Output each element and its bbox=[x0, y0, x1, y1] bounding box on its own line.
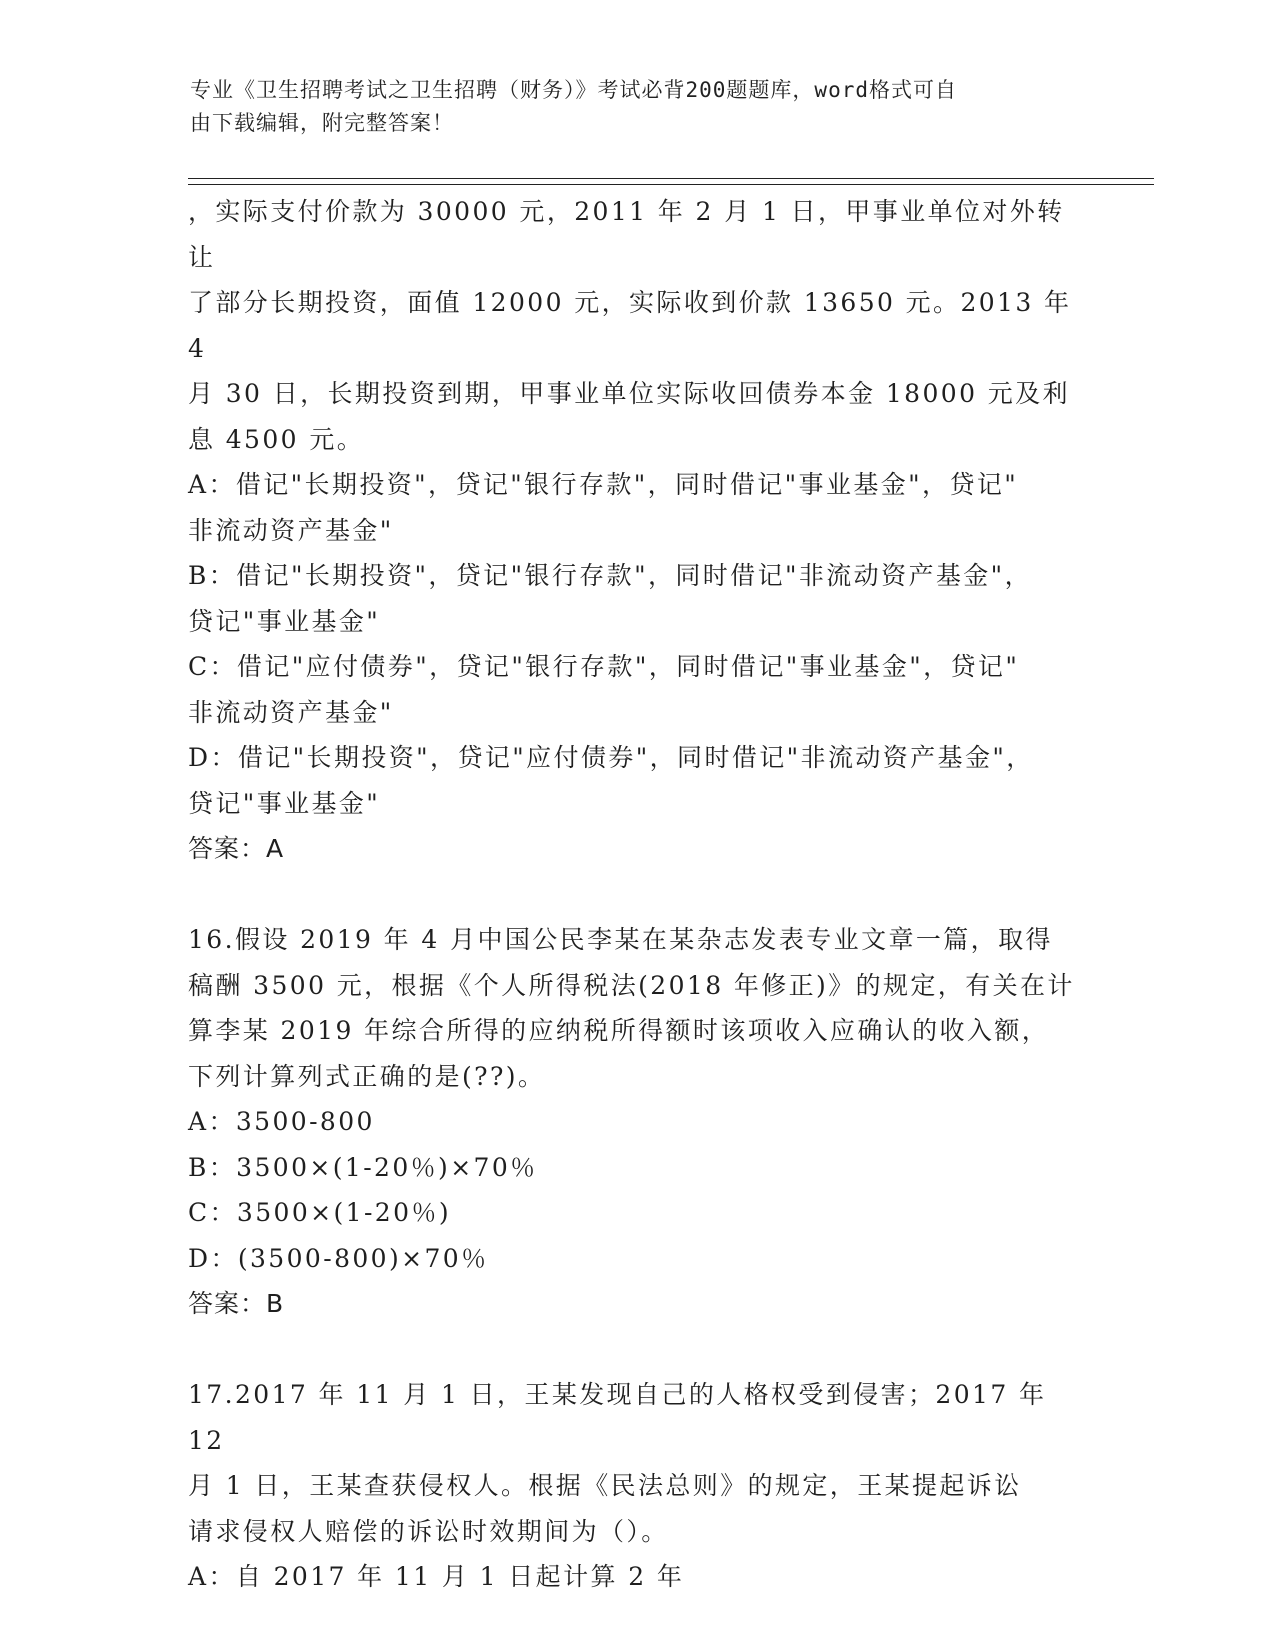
option-c: C：3500×(1-20％) bbox=[188, 1198, 451, 1227]
question-stem-line: 下列计算列式正确的是(??)。 bbox=[188, 1061, 546, 1091]
questions-body bbox=[188, 189, 1088, 1600]
question-stem-line: 息 4500 元。 bbox=[188, 424, 365, 454]
question-17 bbox=[188, 1372, 1088, 1600]
question-stem-line: ，实际支付价款为 30000 元，2011 年 2 月 1 日，甲事业单位对外转让 bbox=[188, 197, 1065, 272]
option-c-continued: 非流动资产基金" bbox=[188, 697, 394, 727]
spacer bbox=[188, 1327, 1088, 1373]
option-b: B：借记"长期投资"，贷记"银行存款"，同时借记"非流动资产基金"， bbox=[188, 561, 1032, 590]
page-header bbox=[190, 74, 1070, 140]
option-b: B：3500×(1-20％)×70％ bbox=[188, 1152, 538, 1182]
question-stem-line: 月 30 日，长期投资到期，甲事业单位实际收回债券本金 18000 元及利 bbox=[188, 379, 1070, 408]
header-title-line-1: 专业《卫生招聘考试之卫生招聘（财务）》考试必背200题题库，word格式可自 bbox=[190, 78, 957, 102]
question-stem-line: 请求侵权人赔偿的诉讼时效期间为（）。 bbox=[188, 1516, 669, 1546]
header-title-line-2: 由下载编辑，附完整答案！ bbox=[190, 111, 454, 135]
question-16 bbox=[188, 917, 1088, 1327]
spacer bbox=[188, 872, 1088, 918]
option-a: A：3500-800 bbox=[188, 1107, 375, 1136]
option-d: D：借记"长期投资"，贷记"应付债券"，同时借记"非流动资产基金"， bbox=[188, 743, 1034, 772]
question-stem-line: 稿酬 3500 元，根据《个人所得税法(2018 年修正)》的规定，有关在计 bbox=[188, 970, 1075, 1000]
question-15 bbox=[188, 189, 1088, 872]
question-stem-line: 了部分长期投资，面值 12000 元，实际收到价款 13650 元。2013 年 4 bbox=[188, 288, 1082, 363]
question-stem-line: 算李某 2019 年综合所得的应纳税所得额时该项收入应确认的收入额， bbox=[188, 1016, 1050, 1045]
option-d: D：(3500-800)×70％ bbox=[188, 1243, 489, 1273]
option-d-continued: 贷记"事业基金" bbox=[188, 788, 381, 818]
question-stem-line: 16.假设 2019 年 4 月中国公民李某在某杂志发表专业文章一篇，取得 bbox=[188, 925, 1053, 954]
answer: 答案：B bbox=[188, 1289, 285, 1318]
question-stem-line: 17.2017 年 11 月 1 日，王某发现自己的人格权受到侵害；2017 年 12 bbox=[188, 1380, 1057, 1455]
option-a-continued: 非流动资产基金" bbox=[188, 515, 394, 545]
question-stem-line: 月 1 日，王某查获侵权人。根据《民法总则》的规定，王某提起诉讼 bbox=[188, 1471, 1022, 1500]
option-b-continued: 贷记"事业基金" bbox=[188, 606, 381, 636]
option-c: C：借记"应付债券"，贷记"银行存款"，同时借记"事业基金"，贷记" bbox=[188, 652, 1020, 681]
option-a: A：自 2017 年 11 月 1 日起计算 2 年 bbox=[188, 1562, 685, 1591]
answer: 答案：A bbox=[188, 834, 285, 863]
header-rule-top bbox=[188, 178, 1154, 179]
header-rule-bottom bbox=[188, 184, 1154, 185]
option-a: A：借记"长期投资"，贷记"银行存款"，同时借记"事业基金"，贷记" bbox=[188, 470, 1019, 499]
